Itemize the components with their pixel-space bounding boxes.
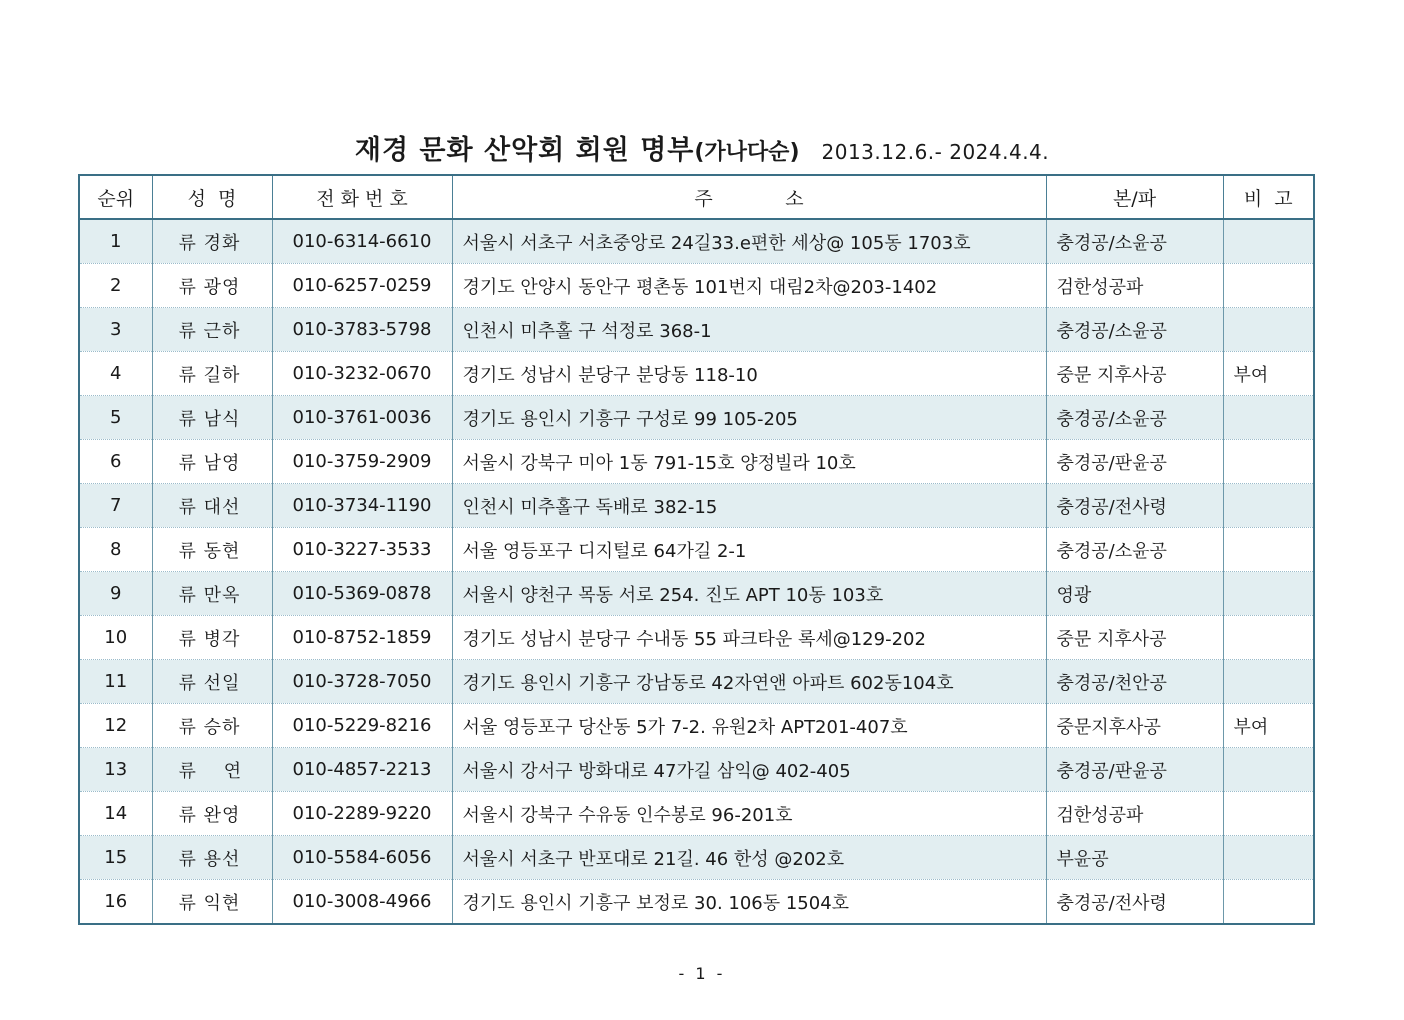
- cell-clan: 충경공/소윤공: [1046, 396, 1223, 440]
- cell-rank: 12: [79, 704, 152, 748]
- cell-rank: 6: [79, 440, 152, 484]
- cell-note: 부여: [1223, 704, 1314, 748]
- header-rank: 순위: [79, 175, 152, 219]
- cell-clan: 충경공/판윤공: [1046, 440, 1223, 484]
- cell-rank: 13: [79, 748, 152, 792]
- cell-name: 류 근하: [152, 308, 272, 352]
- header-name: 성 명: [152, 175, 272, 219]
- cell-rank: 5: [79, 396, 152, 440]
- table-row: [79, 396, 1314, 440]
- table-row: [79, 308, 1314, 352]
- cell-clan: 충경공/판윤공: [1046, 748, 1223, 792]
- cell-phone: 010-3759-2909: [272, 440, 452, 484]
- page-number: - 1 -: [678, 964, 726, 983]
- cell-name: 류 대선: [152, 484, 272, 528]
- cell-phone: 010-5369-0878: [272, 572, 452, 616]
- table-row: [79, 704, 1314, 748]
- cell-address: 서울시 서초구 서초중앙로 24길33.e편한 세상@ 105동 1703호: [452, 219, 1046, 264]
- cell-phone: 010-4857-2213: [272, 748, 452, 792]
- title-sub: (가나다순): [694, 140, 800, 165]
- cell-address: 경기도 성남시 분당구 분당동 118-10: [452, 352, 1046, 396]
- cell-note: [1223, 396, 1314, 440]
- cell-name: 류 병각: [152, 616, 272, 660]
- header-clan: 본/파: [1046, 175, 1223, 219]
- cell-rank: 9: [79, 572, 152, 616]
- cell-name: 류 선일: [152, 660, 272, 704]
- cell-phone: 010-5584-6056: [272, 836, 452, 880]
- cell-address: 서울시 강북구 수유동 인수봉로 96-201호: [452, 792, 1046, 836]
- cell-address: 경기도 용인시 기흥구 보정로 30. 106동 1504호: [452, 880, 1046, 925]
- table-row: [79, 352, 1314, 396]
- cell-name: 류 동현: [152, 528, 272, 572]
- cell-name: 류 광영: [152, 264, 272, 308]
- cell-note: [1223, 880, 1314, 925]
- table-row: [79, 616, 1314, 660]
- table-row: [79, 836, 1314, 880]
- cell-rank: 10: [79, 616, 152, 660]
- cell-clan: 충경공/소윤공: [1046, 308, 1223, 352]
- table-row: [79, 528, 1314, 572]
- cell-address: 서울시 강북구 미아 1동 791-15호 양정빌라 10호: [452, 440, 1046, 484]
- cell-clan: 중문 지후사공: [1046, 616, 1223, 660]
- table-row: [79, 484, 1314, 528]
- cell-rank: 4: [79, 352, 152, 396]
- cell-address: 경기도 안양시 동안구 평촌동 101번지 대림2차@203-1402: [452, 264, 1046, 308]
- table-row: [79, 660, 1314, 704]
- cell-rank: 8: [79, 528, 152, 572]
- cell-clan: 충경공/소윤공: [1046, 219, 1223, 264]
- header-address: 주 소: [452, 175, 1046, 219]
- table-header-row: [79, 175, 1314, 219]
- cell-phone: 010-3008-4966: [272, 880, 452, 925]
- cell-phone: 010-3728-7050: [272, 660, 452, 704]
- cell-phone: 010-3232-0670: [272, 352, 452, 396]
- cell-note: [1223, 836, 1314, 880]
- cell-name: 류 남식: [152, 396, 272, 440]
- cell-phone: 010-5229-8216: [272, 704, 452, 748]
- cell-address: 서울시 강서구 방화대로 47가길 삼익@ 402-405: [452, 748, 1046, 792]
- cell-clan: 부윤공: [1046, 836, 1223, 880]
- cell-address: 서울 영등포구 디지털로 64가길 2-1: [452, 528, 1046, 572]
- member-roster-table: [78, 174, 1315, 925]
- cell-note: [1223, 264, 1314, 308]
- cell-note: [1223, 308, 1314, 352]
- cell-clan: 충경공/소윤공: [1046, 528, 1223, 572]
- header-phone: 전 화 번 호: [272, 175, 452, 219]
- table-row: [79, 572, 1314, 616]
- cell-clan: 충경공/전사령: [1046, 484, 1223, 528]
- cell-phone: 010-3227-3533: [272, 528, 452, 572]
- cell-clan: 검한성공파: [1046, 792, 1223, 836]
- cell-note: [1223, 219, 1314, 264]
- cell-name: 류 남영: [152, 440, 272, 484]
- cell-note: [1223, 616, 1314, 660]
- cell-name: 류 경화: [152, 219, 272, 264]
- cell-address: 인천시 미추홀 구 석정로 368-1: [452, 308, 1046, 352]
- cell-clan: 중문 지후사공: [1046, 352, 1223, 396]
- cell-phone: 010-3783-5798: [272, 308, 452, 352]
- cell-address: 서울시 서초구 반포대로 21길. 46 한성 @202호: [452, 836, 1046, 880]
- page-title: [0, 128, 1404, 167]
- cell-clan: 영광: [1046, 572, 1223, 616]
- cell-name: 류 만옥: [152, 572, 272, 616]
- cell-name: 류 길하: [152, 352, 272, 396]
- cell-note: [1223, 528, 1314, 572]
- cell-rank: 3: [79, 308, 152, 352]
- table-row: [79, 440, 1314, 484]
- cell-clan: 충경공/천안공: [1046, 660, 1223, 704]
- cell-rank: 1: [79, 219, 152, 264]
- cell-note: [1223, 484, 1314, 528]
- cell-clan: 중문지후사공: [1046, 704, 1223, 748]
- header-note: 비 고: [1223, 175, 1314, 219]
- cell-rank: 16: [79, 880, 152, 925]
- cell-address: 인천시 미추홀구 독배로 382-15: [452, 484, 1046, 528]
- cell-rank: 11: [79, 660, 152, 704]
- cell-name: 류 완영: [152, 792, 272, 836]
- cell-clan: 검한성공파: [1046, 264, 1223, 308]
- cell-rank: 14: [79, 792, 152, 836]
- cell-note: [1223, 572, 1314, 616]
- cell-address: 경기도 용인시 기흥구 강남동로 42자연앤 아파트 602동104호: [452, 660, 1046, 704]
- cell-address: 경기도 성남시 분당구 수내동 55 파크타운 록세@129-202: [452, 616, 1046, 660]
- cell-phone: 010-6257-0259: [272, 264, 452, 308]
- cell-phone: 010-3734-1190: [272, 484, 452, 528]
- cell-note: [1223, 660, 1314, 704]
- cell-phone: 010-8752-1859: [272, 616, 452, 660]
- cell-address: 서울 영등포구 당산동 5가 7-2. 유원2차 APT201-407호: [452, 704, 1046, 748]
- table-body: [79, 219, 1314, 924]
- title-date-range: 2013.12.6.- 2024.4.4.: [821, 140, 1050, 164]
- table-row: [79, 792, 1314, 836]
- table-row: [79, 880, 1314, 925]
- cell-address: 서울시 양천구 목동 서로 254. 진도 APT 10동 103호: [452, 572, 1046, 616]
- cell-phone: 010-6314-6610: [272, 219, 452, 264]
- cell-name: 류 용선: [152, 836, 272, 880]
- cell-name: 류 연: [152, 748, 272, 792]
- cell-clan: 충경공/전사령: [1046, 880, 1223, 925]
- table-row: [79, 219, 1314, 264]
- cell-rank: 2: [79, 264, 152, 308]
- cell-note: [1223, 440, 1314, 484]
- cell-name: 류 익현: [152, 880, 272, 925]
- cell-address: 경기도 용인시 기흥구 구성로 99 105-205: [452, 396, 1046, 440]
- cell-rank: 7: [79, 484, 152, 528]
- cell-note: [1223, 748, 1314, 792]
- cell-name: 류 승하: [152, 704, 272, 748]
- table-row: [79, 748, 1314, 792]
- cell-rank: 15: [79, 836, 152, 880]
- table-row: [79, 264, 1314, 308]
- cell-phone: 010-3761-0036: [272, 396, 452, 440]
- cell-note: 부여: [1223, 352, 1314, 396]
- title-main: 재경 문화 산악회 회원 명부: [354, 135, 695, 166]
- cell-phone: 010-2289-9220: [272, 792, 452, 836]
- cell-note: [1223, 792, 1314, 836]
